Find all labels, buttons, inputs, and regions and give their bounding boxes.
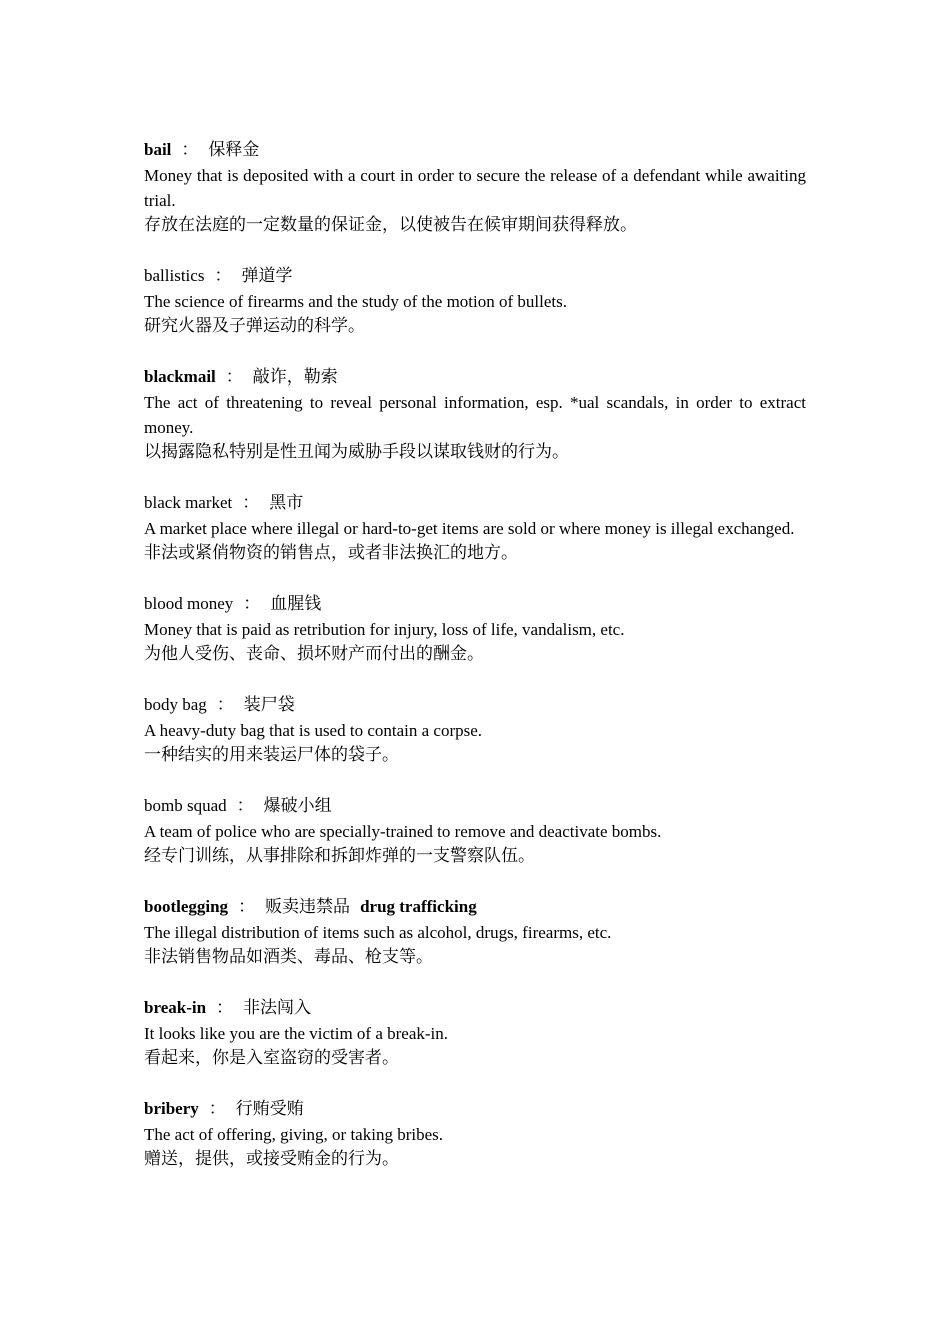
- entry-colon: ：: [208, 1099, 226, 1118]
- entry-chinese-definition: 研究火器及子弹运动的科学。: [144, 316, 365, 336]
- entry-english-definition: A team of police who are specially-trained to remove and deactivate bombs.: [144, 822, 662, 841]
- entry-colon: ：: [243, 594, 261, 613]
- glossary-entry: [144, 1096, 806, 1172]
- entry-chinese-term: 爆破小组: [263, 796, 332, 816]
- entry-english-definition: Money that is deposited with a court in order to secure the release of a defendant while awaiting trial.: [144, 166, 806, 210]
- entry-headline: [144, 490, 806, 516]
- glossary-entry: [144, 894, 806, 970]
- entry-chinese-term: 保释金: [208, 140, 260, 160]
- entry-chinese-definition: 非法销售物品如酒类、毒品、枪支等。: [144, 947, 433, 967]
- entry-colon: ：: [214, 266, 232, 285]
- entry-chinese-term: 装尸袋: [243, 695, 295, 715]
- entry-headline: [144, 793, 806, 819]
- glossary-entry: [144, 137, 806, 238]
- glossary-entry: [144, 364, 806, 465]
- entry-chinese-term: 血腥钱: [270, 594, 322, 614]
- entry-term: blood money: [144, 594, 234, 613]
- entry-term: bootlegging: [144, 897, 229, 916]
- entry-headline: [144, 263, 806, 289]
- entry-chinese-definition: 非法或紧俏物资的销售点，或者非法换汇的地方。: [144, 543, 518, 563]
- entry-colon: ：: [181, 140, 199, 159]
- glossary-entry: [144, 692, 806, 768]
- entry-chinese-definition: 为他人受伤、丧命、损坏财产而付出的酬金。: [144, 644, 484, 664]
- entry-headline: [144, 894, 806, 920]
- entry-colon: ：: [242, 493, 260, 512]
- entry-headline: [144, 364, 806, 390]
- entry-english-definition: It looks like you are the victim of a break-in.: [144, 1024, 449, 1043]
- glossary-entry: [144, 490, 806, 566]
- entry-chinese-term: 行贿受贿: [235, 1099, 304, 1119]
- entry-colon: ：: [238, 897, 256, 916]
- entry-term: blackmail: [144, 367, 216, 386]
- entry-term: bribery: [144, 1099, 199, 1118]
- entry-chinese-definition: 看起来，你是入室盗窃的受害者。: [144, 1048, 399, 1068]
- entry-term: body bag: [144, 695, 207, 714]
- entry-english-definition: Money that is paid as retribution for injury, loss of life, vandalism, etc.: [144, 620, 625, 639]
- entry-headline: [144, 591, 806, 617]
- entry-chinese-definition: 经专门训练，从事排除和拆卸炸弹的一支警察队伍。: [144, 846, 535, 866]
- entry-term: bomb squad: [144, 796, 227, 815]
- glossary-entry: [144, 263, 806, 339]
- entry-english-definition: The illegal distribution of items such as alcohol, drugs, firearms, etc.: [144, 923, 612, 942]
- glossary-page: [144, 137, 806, 1197]
- entry-chinese-definition: 存放在法庭的一定数量的保证金，以使被告在候审期间获得释放。: [144, 215, 637, 235]
- entry-english-definition: The act of threatening to reveal personal information, esp. *ual scandals, in order to extract money.: [144, 393, 806, 437]
- entry-colon: ：: [216, 998, 234, 1017]
- entry-headline: [144, 692, 806, 718]
- entry-chinese-definition: 赠送，提供，或接受贿金的行为。: [144, 1149, 399, 1169]
- entry-chinese-term: 敲诈，勒索: [252, 367, 338, 387]
- entry-chinese-definition: 以揭露隐私特别是性丑闻为威胁手段以谋取钱财的行为。: [144, 442, 569, 462]
- entry-term: break-in: [144, 998, 207, 1017]
- entry-colon: ：: [236, 796, 254, 815]
- entry-headline: [144, 995, 806, 1021]
- entry-english-definition: The act of offering, giving, or taking bribes.: [144, 1125, 443, 1144]
- entry-term: bail: [144, 140, 172, 159]
- entry-related-term: drug trafficking: [360, 897, 477, 916]
- entry-english-definition: A heavy-duty bag that is used to contain a corpse.: [144, 721, 483, 740]
- entry-english-definition: The science of firearms and the study of the motion of bullets.: [144, 292, 567, 311]
- entry-headline: [144, 1096, 806, 1122]
- entry-chinese-term: 弹道学: [241, 266, 293, 286]
- entry-term: ballistics: [144, 266, 205, 285]
- entry-chinese-term: 黑市: [269, 493, 304, 513]
- entry-english-definition: A market place where illegal or hard-to-get items are sold or where money is illegal exchanged.: [144, 519, 795, 538]
- glossary-entry: [144, 591, 806, 667]
- entry-colon: ：: [225, 367, 243, 386]
- glossary-entry: [144, 793, 806, 869]
- entry-chinese-term: 贩卖违禁品: [265, 897, 351, 917]
- entry-colon: ：: [216, 695, 234, 714]
- entry-chinese-term: 非法闯入: [243, 998, 312, 1018]
- glossary-entry: [144, 995, 806, 1071]
- entry-term: black market: [144, 493, 233, 512]
- entry-headline: [144, 137, 806, 163]
- entry-chinese-definition: 一种结实的用来装运尸体的袋子。: [144, 745, 399, 765]
